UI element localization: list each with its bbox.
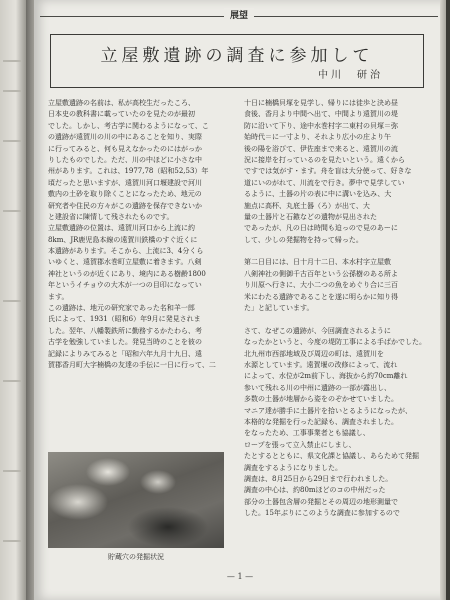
page-number: — 1 — (226, 572, 254, 581)
text-line: マニア達が勝手に土器片を拾いとるようになったが、 (244, 406, 412, 415)
text-column-right (244, 98, 430, 519)
article-title: 立屋敷遺跡の調査に参加して (100, 46, 374, 66)
text-line: 北九州市西部地域及び周辺の町は、遠賀川を (244, 349, 384, 358)
facing-page-edge (0, 0, 26, 600)
text-line: でした。しかし、考古学に関わるようになって、こ (48, 121, 209, 130)
text-line: 量の土器片と石鏃などの遺物が見出された (244, 212, 377, 221)
document-page (34, 0, 446, 600)
text-line: 第二日目には、日十月十二日、本水村字立屋敷 (244, 258, 391, 267)
text-line: 研究者や住民の方々がこの遺跡を保存できないか (48, 201, 202, 210)
text-line: り川原へ行きに、大小二つの魚をめぐり合に三百 (244, 281, 398, 290)
excavation-photo (48, 452, 224, 548)
page-edge (440, 0, 446, 600)
text-line: この遺跡は、地元の研究家であった名和羊一郎 (48, 304, 195, 313)
text-line: 道にいのがれて、川流をで行き。夢中で見学してい (244, 178, 405, 187)
text-line: 立屋敷遺跡の名前は、私が高校生だったころ、 (48, 99, 195, 107)
text-line: た」と記しています。 (244, 304, 314, 313)
text-line: 多数の土器が地層から姿をのぞかせていました。 (244, 395, 398, 404)
text-line: をなったため、工事事業者とも協議し、 (244, 429, 370, 438)
text-line: によって、水位が2m前下し、海抜から約70cm離れ (244, 372, 408, 381)
text-line: 頃だったと思いますが、遠賀川河口堰建設で河川 (48, 178, 202, 187)
text-line: ます。 (48, 292, 69, 301)
text-line: さて、なぜこの遺跡が、今回調査されるように (244, 326, 391, 335)
text-line: 防に沿いて下り、途中水巻村字二東村の貝塚＝弥 (244, 121, 398, 130)
text-line: 調査の中心は、約80mほどのコの中州だった (244, 486, 386, 495)
text-line (244, 246, 430, 257)
text-line: 調査は、8月25日から29日まで行われました。 (244, 474, 393, 483)
text-line: 調査をするようになりました。 (244, 463, 342, 472)
section-label: 展望 (224, 8, 254, 21)
text-line: 施点に高杯、丸底土器（ろ）が出て、大 (244, 201, 370, 210)
text-line: であったが、凡の日は時間も迫っので見のあーに (244, 224, 398, 233)
title-box (50, 34, 424, 88)
text-line: 日本史の教科書に載っていたのを見たのが最初 (48, 110, 195, 119)
text-line: るように、土器の片の表に中に溝いを込み、大 (244, 190, 392, 199)
text-line: 況に接岸を打っているのを見たいという。遠くから (244, 155, 405, 164)
text-line: と建設省に陳情して残されたものです。 (48, 212, 174, 221)
text-line: 立屋敷遺跡の位置は、遠賀川河口から上流に約 (48, 224, 195, 233)
text-line: 8km、JR鹿児島本線の遠賀川鉄橋のすぐ近くに (48, 235, 198, 244)
article-author: 中川 研治 (318, 70, 383, 81)
text-line: 賀郡香月町大字楠橋の友達の手伝に一日に行って、二 (48, 360, 216, 369)
text-line: いゆくと、遠賀郡水巻町立屋敷に着きます。八剣 (48, 258, 202, 267)
text-line: 氏によって、1931（昭和6）年9月に発見されま (48, 315, 201, 324)
text-line: 米にわたる遺跡であることを遂に明らかに知り得 (244, 292, 398, 301)
text-line: 食後、香月より中間へ出て、中間より遠賀川の堤 (244, 110, 398, 119)
text-line: なったかというと、今度の堤防工事による手ばかでした。 (244, 338, 426, 347)
text-column-left (48, 98, 218, 371)
text-line: 始時代＝に一寸より、それより広小の庄より午 (244, 133, 391, 142)
text-line: 水源としています。遠賀堰の改修によって、流れ (244, 360, 398, 369)
text-line: りしたものでした。ただ、川の中ほどに小さな中 (48, 155, 202, 164)
text-line: 後の陽を浴びて、伊佐座まで来ると、遠賀川の流 (244, 144, 398, 153)
text-line: 州があります。これは、1977,78（昭和52,53）年 (48, 167, 209, 176)
text-line: ロープを張って立入禁止にしまし、 (244, 440, 356, 449)
text-line: 敷内の土砂を取り除くことになったため、地元の (48, 190, 202, 199)
text-line: した。翌年、八幡製鉄所に勤務するかたわら、考 (48, 326, 202, 335)
text-line: 本遺跡があります。そこから、上流に3、4分くら (48, 247, 204, 256)
text-line: した。15年ぶりにこのような調査に参加するので (244, 509, 400, 518)
text-line: 記録によりみてみると「昭和六年九月十九日、遠 (48, 349, 202, 358)
text-line: 神社というのが近くにあり、境内にある樹齢1800 (48, 269, 206, 278)
text-line: 参いて残れる川の中州に遺跡の一部が露出し、 (244, 383, 391, 392)
section-header (40, 8, 438, 22)
text-line: の遺跡が遠賀川の川の中にあることを知り、実際 (48, 133, 202, 142)
text-line: に行ってみると、何も見えなかったのにはがっか (48, 144, 202, 153)
text-line: 本格的な発掘を行った記録も、調査されました。 (244, 417, 398, 426)
text-line: して、少しの発掘物を持って帰った。 (244, 235, 363, 244)
text-line: 十日に楠橋貝塚を見学し、帰りには徒歩と決め昼 (244, 99, 398, 107)
text-line: 部分の土器包含層の発掘とその周辺の地形測量で (244, 497, 398, 506)
text-line: たとするとともに、県文化課と協議し、あらためて発掘 (244, 452, 419, 461)
text-line: ですでは気がす・ます。舟を盲は大分使って、好きな (244, 167, 412, 176)
text-line: 八剣神社の側御千古百年という公孫樹のある所よ (244, 269, 398, 278)
text-line: 古学を勉強していました。発見当時のことを彼の (48, 338, 202, 347)
text-line: 年というイチョウの大木が一つの目印になってい (48, 281, 202, 290)
photo-caption: 貯蔵穴の発掘状況 (108, 553, 164, 561)
text-line (244, 314, 430, 325)
